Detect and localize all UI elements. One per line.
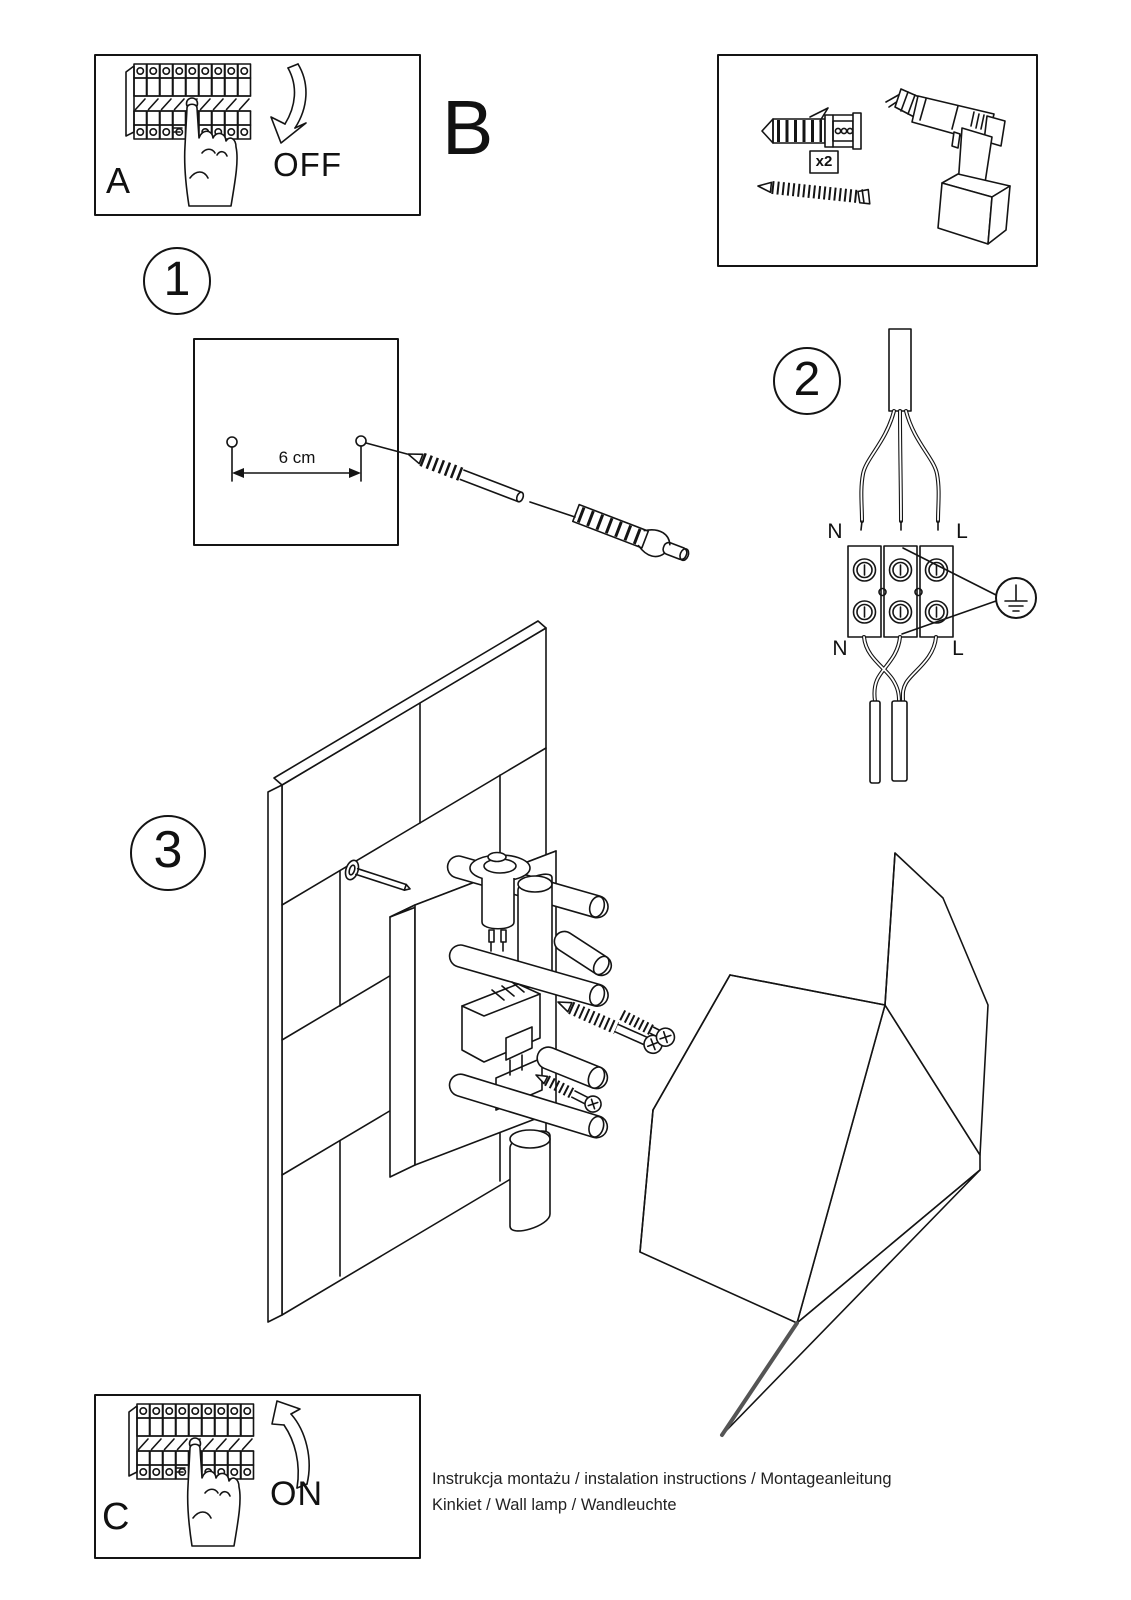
panel-c-label: C [102, 1496, 130, 1538]
lamp-shade [640, 853, 988, 1435]
anchor-quantity-label: x2 [815, 153, 833, 170]
power-off-label: OFF [273, 146, 342, 183]
screw-icon [554, 994, 665, 1056]
mains-cable [861, 411, 939, 530]
terminal-block [848, 546, 953, 637]
panel-c-box [95, 1395, 420, 1558]
screw-icon [757, 178, 871, 204]
terminal-l-bottom: L [952, 637, 964, 660]
footer-title-line2: Kinkiet / Wall lamp / Wandleuchte [432, 1496, 677, 1514]
step3-drawing [131, 621, 988, 1435]
footer-title-line1: Instrukcja montażu / instalation instructions / Montageanleitung [432, 1470, 892, 1488]
wall-plug-icon [571, 501, 692, 568]
arrow-down-icon [271, 64, 306, 143]
wall-plug-icon [762, 108, 861, 149]
bottom-lamp-holder [510, 1130, 550, 1231]
step1-drawing [144, 248, 693, 568]
screw-icon [406, 449, 524, 502]
drill-icon [886, 89, 1010, 244]
step2-number: 2 [793, 353, 821, 406]
lamp-wires [864, 637, 936, 783]
panel-a-box [95, 55, 420, 215]
step1-number: 1 [163, 253, 191, 306]
parts-box [718, 55, 1037, 266]
section-b-label: B [442, 85, 494, 171]
panel-a-label: A [106, 160, 131, 201]
power-on-label: ON [270, 1475, 323, 1513]
terminal-n-bottom: N [832, 637, 848, 660]
hole-spacing-label: 6 cm [278, 448, 316, 467]
wall-plug-icon [551, 928, 616, 980]
step3-number: 3 [153, 821, 183, 879]
earth-ground-icon [996, 578, 1036, 618]
terminal-n-top: N [827, 520, 843, 543]
terminal-l-top: L [956, 520, 968, 543]
